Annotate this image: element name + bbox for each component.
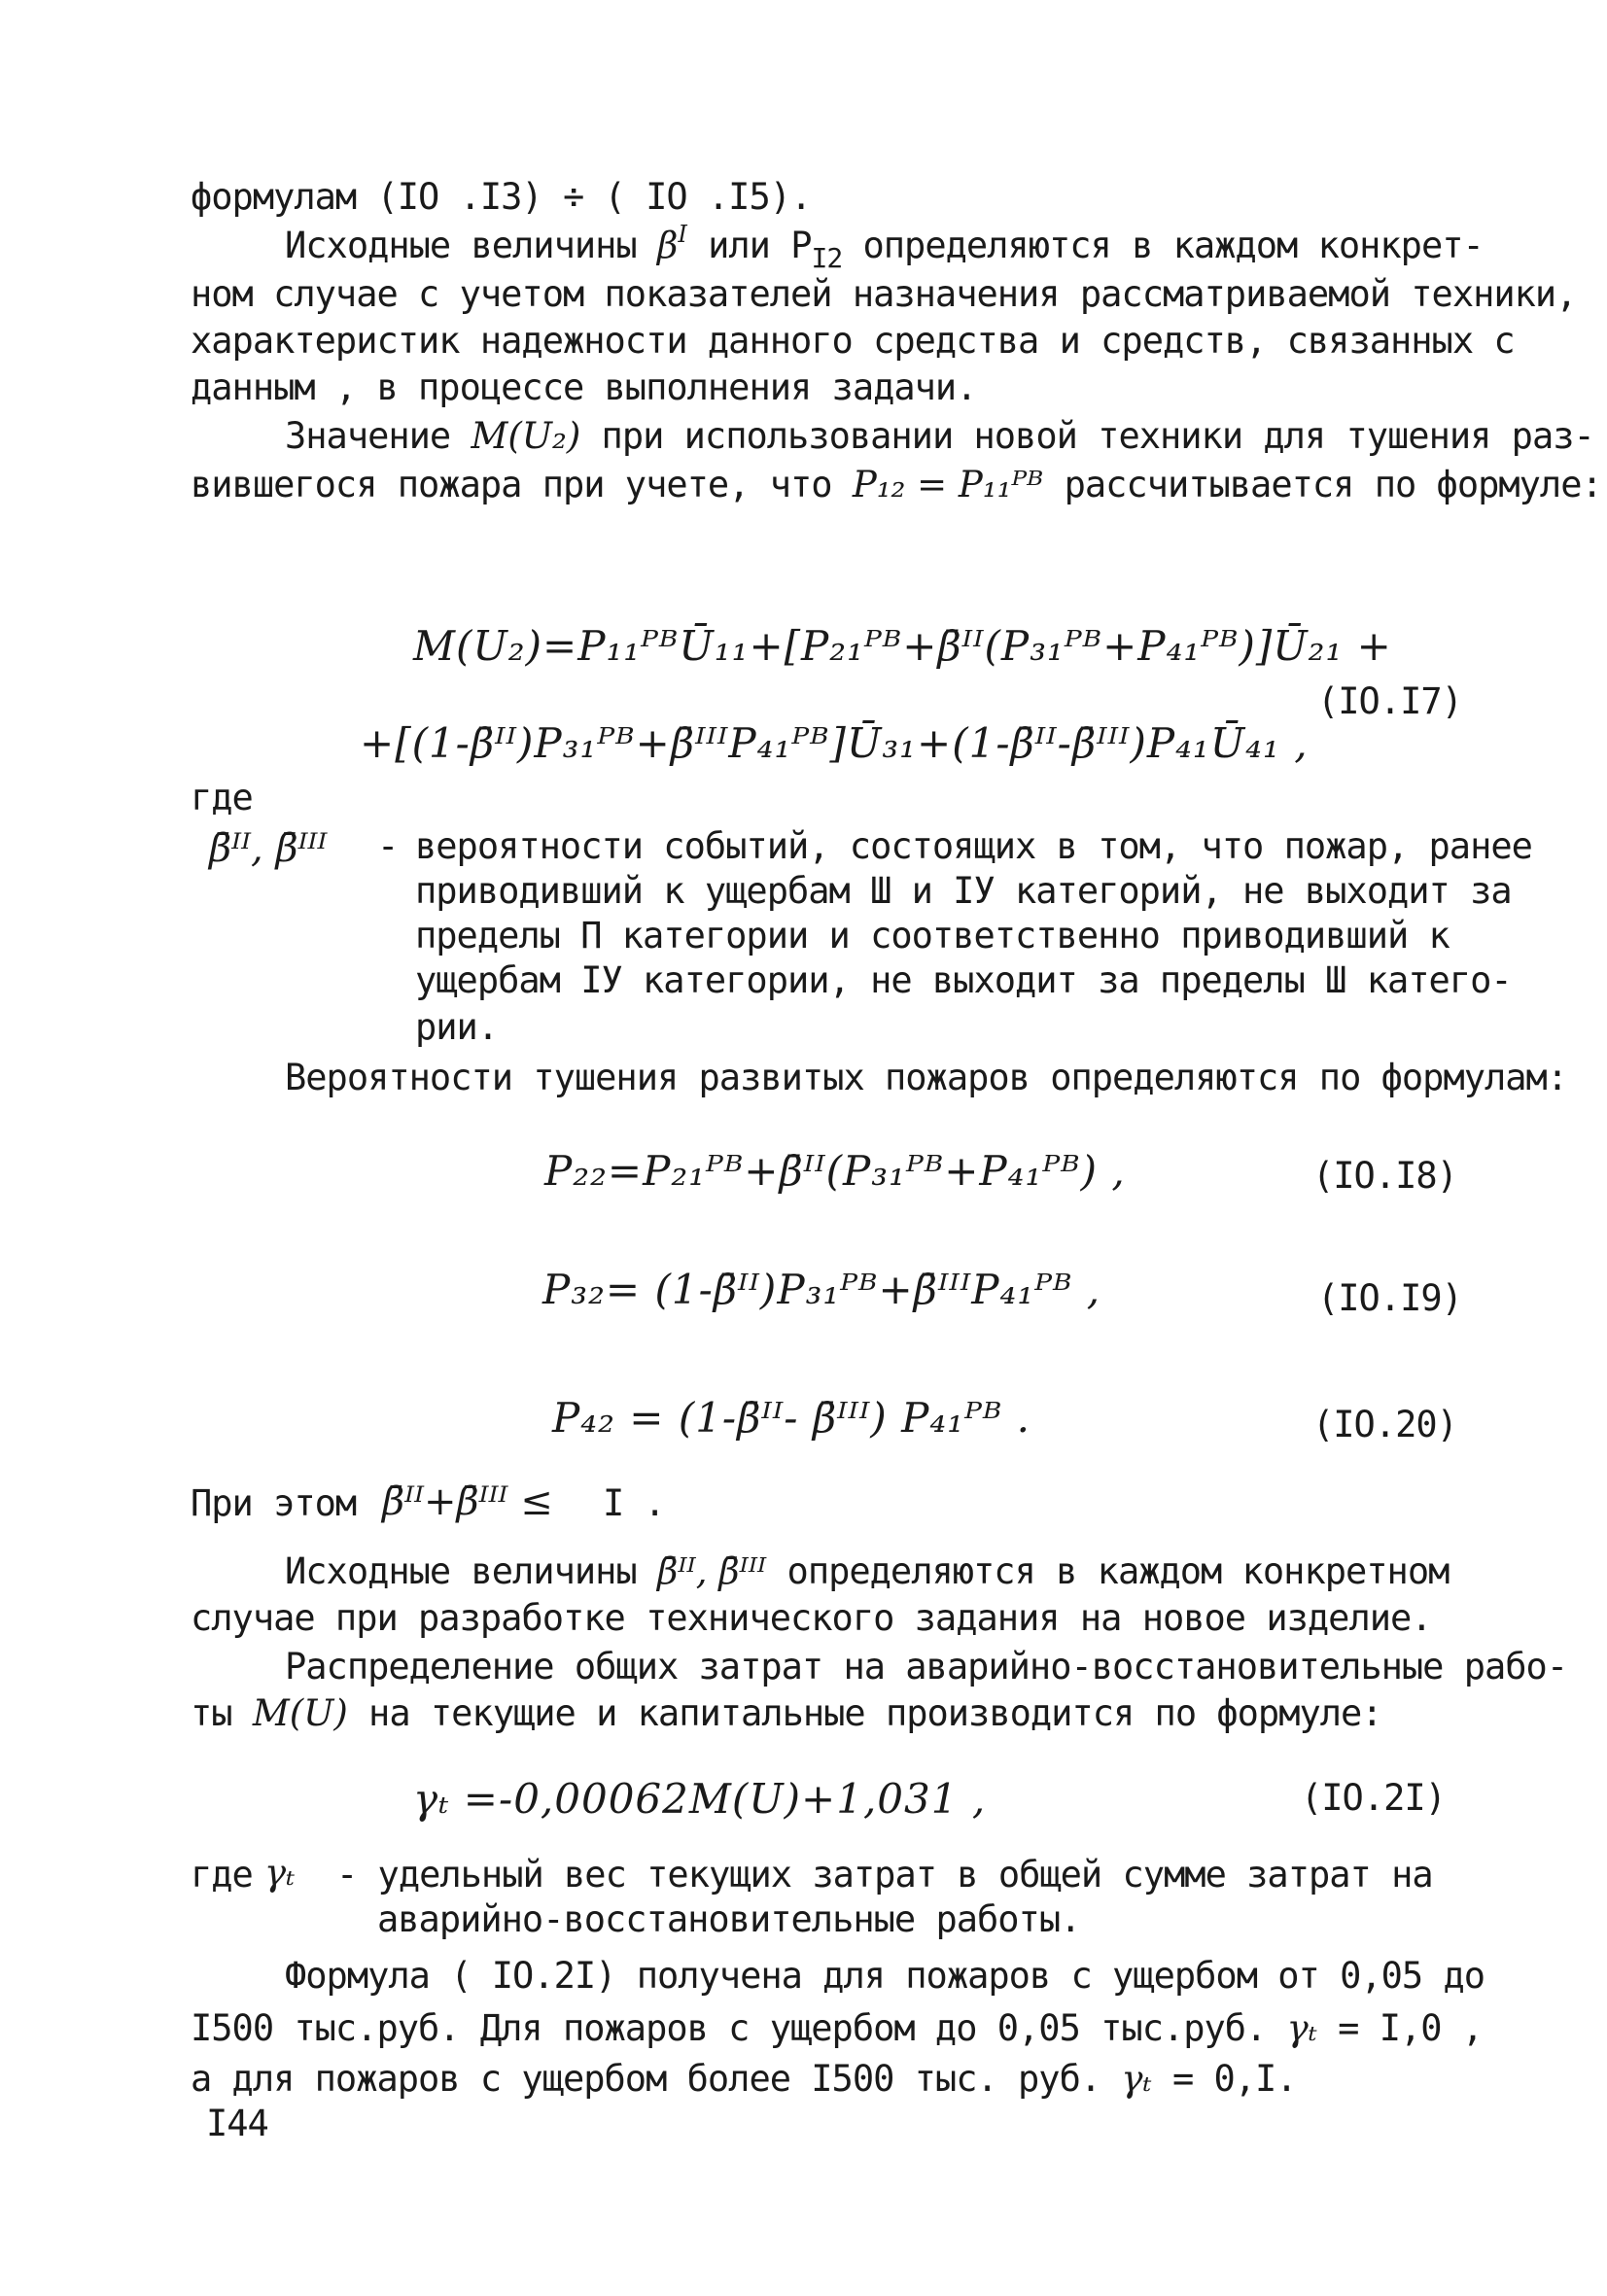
superscript: I — [678, 221, 687, 248]
symbol-gamma: γₜ — [1286, 2007, 1317, 2049]
text: при использовании новой техники для тушения раз- — [580, 415, 1594, 457]
equation-20: P₄₂ = (1-β̄ᴵᴵ- β̄ᴵᴵᴵ) P₄₁ᴾᴮ . — [552, 1394, 1031, 1442]
text-line — [191, 175, 811, 220]
text-line — [191, 2057, 1297, 2102]
equation-number: (IO.I8) — [1312, 1155, 1457, 1197]
text-line — [191, 319, 1515, 364]
text-line — [191, 2006, 1483, 2051]
symbol-betas: β̄ᴵᴵ, β̄ᴵᴵᴵ — [656, 1550, 767, 1592]
text: ты — [191, 1692, 253, 1734]
text-line: Распределение общих затрат на аварийно-восстановительные рабо- — [285, 1646, 1568, 1687]
text: формулам (IO .I3) ÷ ( IO .I5). — [191, 176, 812, 218]
text-line: вероятности событий, состоящих в том, что пожар, ранее — [415, 825, 1532, 867]
text: характеристик надежности данного средства и средств, связанных с — [191, 320, 1515, 362]
equation-number: (IO.20) — [1312, 1404, 1457, 1445]
text: вившегося пожара при учете, что — [191, 464, 853, 505]
equation-19: P₃₂= (1-β̄ᴵᴵ)P₃₁ᴾᴮ+β̄ᴵᴵᴵP₄₁ᴾᴮ , — [542, 1266, 1101, 1313]
text-line — [191, 272, 1576, 317]
where-label: где — [191, 777, 253, 818]
text: а для пожаров с ущербом более I500 тыс. руб. — [191, 2058, 1122, 2100]
equation-21: γₜ =-0,00062M(U)+1,031 , — [413, 1775, 987, 1823]
symbol-p12: P₁₂ = P₁₁ᴾᴮ — [852, 464, 1044, 505]
where-label: где — [191, 1854, 253, 1896]
where-dash: - — [377, 825, 399, 867]
text: или P — [686, 225, 812, 266]
text-line: Вероятности тушения развитых пожаров определяются по формулам: — [285, 1057, 1568, 1098]
text-line — [191, 365, 976, 410]
text-line: приводивший к ущербам Ш и IУ категорий, не выходит за — [415, 870, 1512, 912]
text: Значение — [285, 415, 472, 457]
text: = 0,I. — [1151, 2058, 1297, 2100]
equation-17-line2: +[(1-β̄ᴵᴵ)P₃₁ᴾᴮ+β̄ᴵᴵᴵP₄₁ᴾᴮ]Ū₃₁+(1-β̄ᴵᴵ-β̄ᴵᴵᴵ)P₄₁Ū₄₁ , — [360, 719, 1309, 767]
text-line: аварийно-восстановительные работы. — [377, 1898, 1081, 1940]
condition-label: При этом — [191, 1482, 357, 1524]
text-line — [285, 1549, 1449, 1594]
text: данным , в процессе выполнения задачи. — [191, 366, 977, 408]
text: Исходные величины — [285, 1550, 657, 1592]
symbol-gamma: γₜ — [264, 1852, 296, 1894]
text-line: Формула ( IO.2I) получена для пожаров с ущербом от 0,05 до — [285, 1955, 1485, 1997]
text: ном случае с учетом показателей назначения рассматриваемой техники, — [191, 273, 1577, 315]
text-line: случае при разработке технического задания на новое изделие. — [191, 1597, 1432, 1639]
text: рассчитывается по формуле: — [1043, 464, 1602, 505]
text-line — [285, 414, 1594, 459]
text: определяются в каждом конкретном — [766, 1550, 1450, 1592]
equation-17-line1: M(U₂)=P₁₁ᴾᴮŪ₁₁+[P₂₁ᴾᴮ+β̄ᴵᴵ(P₃₁ᴾᴮ+P₄₁ᴾᴮ)]Ū₂₁ + — [413, 622, 1392, 670]
text: I500 тыс.руб. Для пожаров с ущербом до 0,05 тыс.руб. — [191, 2007, 1287, 2049]
text-line: ущербам IУ категории, не выходит за пределы Ш катего- — [415, 959, 1512, 1001]
text: на текущие и капитальные производится по формуле: — [347, 1692, 1382, 1734]
subscript: I2 — [811, 242, 843, 274]
equation-number: (IO.2I) — [1301, 1777, 1446, 1819]
equation-18: P₂₂=P₂₁ᴾᴮ+β̄ᴵᴵ(P₃₁ᴾᴮ+P₄₁ᴾᴮ) , — [544, 1147, 1126, 1195]
symbol-m-u2: M(U₂) — [471, 415, 581, 457]
text-line — [191, 463, 1602, 507]
text: = I,0 , — [1316, 2007, 1484, 2049]
text-line: рии. — [415, 1006, 499, 1048]
page-number: I44 — [206, 2103, 268, 2144]
where-symbol: β̄ᴵᴵ, β̄ᴵᴵᴵ — [209, 826, 328, 871]
condition-value: I . — [603, 1482, 665, 1524]
text: определяются в каждом конкрет- — [842, 225, 1484, 266]
condition-expression: β̄ᴵᴵ+β̄ᴵᴵᴵ ≤ — [382, 1479, 553, 1524]
symbol-beta: β — [656, 225, 679, 266]
symbol-gamma: γₜ — [1121, 2058, 1152, 2100]
text: Исходные величины — [285, 225, 657, 266]
symbol-m-u: M(U) — [252, 1692, 348, 1734]
text-line — [191, 1691, 1382, 1736]
equation-number: (IO.I9) — [1317, 1277, 1462, 1319]
text-line: - удельный вес текущих затрат в общей сумме затрат на — [336, 1854, 1433, 1896]
text-line: пределы П категории и соответственно приводивший к — [415, 915, 1450, 957]
equation-number: (IO.I7) — [1317, 680, 1462, 722]
text-line — [285, 221, 1484, 274]
